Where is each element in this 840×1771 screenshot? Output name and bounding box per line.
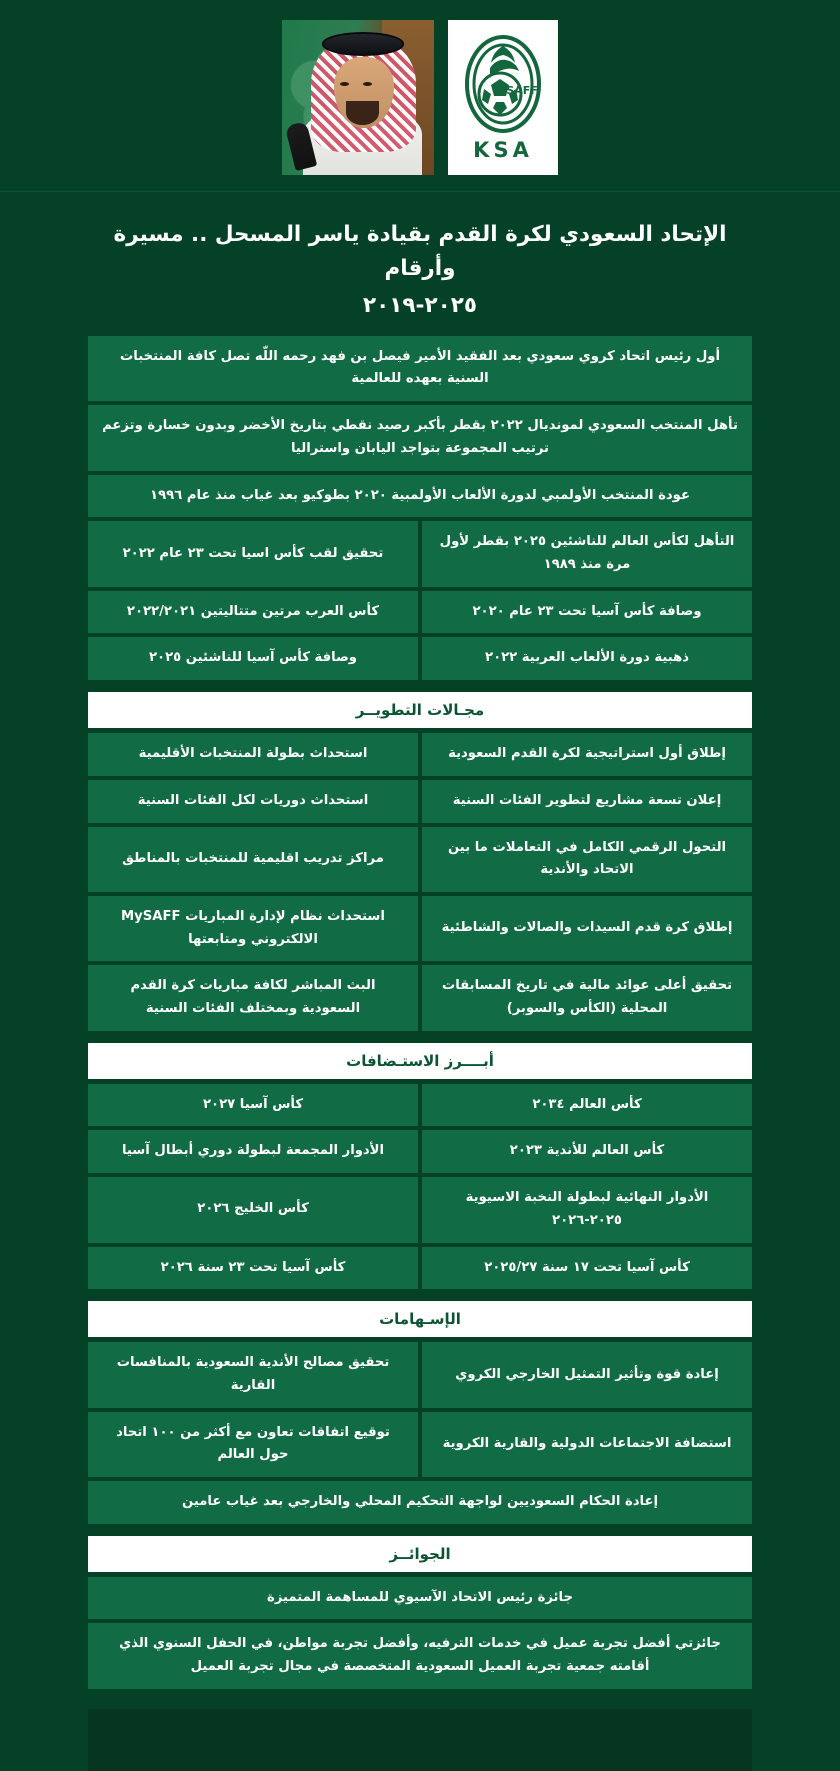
footer-spacer xyxy=(0,1693,840,1709)
achievement-cell-left: تحقيق لقب كأس اسيا تحت ٢٣ عام ٢٠٢٢ xyxy=(88,521,418,586)
award-row xyxy=(88,1623,752,1688)
hosting-cell-left: كأس آسيا تحت ٢٣ سنة ٢٠٢٦ xyxy=(88,1247,418,1290)
contribution-cell-left: تحقيق مصالح الأندية السعودية بالمنافسات القارية xyxy=(88,1342,418,1407)
contribution-cell-left: توقيع اتفاقات تعاون مع أكثر من ١٠٠ اتحاد حول العالم xyxy=(88,1412,418,1477)
hosting-cell-left: كأس آسيا ٢٠٢٧ xyxy=(88,1084,418,1127)
hosting-cell-right: الأدوار النهائية لبطولة النخبة الاسيوية ٢٠٢٥-٢٠٢٦ xyxy=(422,1177,752,1242)
hosting-cell-right: كأس العالم ٢٠٣٤ xyxy=(422,1084,752,1127)
intro-text: عودة المنتخب الأولمبي لدورة الألعاب الأولمبية ٢٠٢٠ بطوكيو بعد غياب منذ عام ١٩٩٦ xyxy=(88,475,752,518)
contribution-cell-right: إعادة قوة وتأثير التمثيل الخارجي الكروي xyxy=(422,1342,752,1407)
page-title xyxy=(0,192,840,336)
contribution-row xyxy=(88,1342,752,1407)
achievement-cell-right: التأهل لكأس العالم للناشئين ٢٠٢٥ بقطر لأول مرة منذ ١٩٨٩ xyxy=(422,521,752,586)
saff-ksa-logo xyxy=(448,20,558,175)
hosting-row xyxy=(88,1084,752,1127)
award-row xyxy=(88,1577,752,1620)
achievement-cell-right: وصافة كأس آسيا تحت ٢٣ عام ٢٠٢٠ xyxy=(422,591,752,634)
development-cell-left: استحداث دوريات لكل الفئات السنية xyxy=(88,780,418,823)
development-cell-right: التحول الرقمي الكامل في التعاملات ما بين الاتحاد والأندية xyxy=(422,827,752,892)
page-header xyxy=(0,0,840,192)
footer-block xyxy=(88,1709,752,1771)
development-cell-right: إطلاق أول استراتيجية لكرة القدم السعودية xyxy=(422,733,752,776)
development-row xyxy=(88,827,752,892)
title-years: ٢٠٢٥-٢٠١٩ xyxy=(363,292,477,318)
development-cell-right: إعلان تسعة مشاريع لتطوير الفئات السنية xyxy=(422,780,752,823)
development-row xyxy=(88,780,752,823)
logo-country-code: KSA xyxy=(473,137,533,162)
development-cell-left: البث المباشر لكافة مباريات كرة القدم السعودية وبمختلف الفئات السنية xyxy=(88,965,418,1030)
infographic-content xyxy=(88,336,752,1689)
achievement-cell-left: وصافة كأس آسيا للناشئين ٢٠٢٥ xyxy=(88,637,418,680)
intro-row xyxy=(88,405,752,470)
award-cell-full: جائزتي أفضل تجربة عميل في خدمات الترفيه، وأفضل تجربة مواطن، في الحفل السنوي الذي أقامته جمعية تجربة العميل السعودية المتخصصة في مجال تجربة العميل xyxy=(88,1623,752,1688)
achievement-cell-left: كأس العرب مرتين متتاليتين ٢٠٢٢/٢٠٢١ xyxy=(88,591,418,634)
hosting-cell-left: الأدوار المجمعة لبطولة دوري أبطال آسيا xyxy=(88,1130,418,1173)
hosting-row xyxy=(88,1130,752,1173)
portrait-agal xyxy=(322,32,404,55)
development-row xyxy=(88,965,752,1030)
intro-text: تأهل المنتخب السعودي لمونديال ٢٠٢٢ بقطر بأكبر رصيد نقطي بتاريخ الأخضر وبدون خسارة وتزعم ترتيب المجموعة بتواجد اليابان واستراليا xyxy=(88,405,752,470)
contribution-cell-right: استضافة الاجتماعات الدولية والقارية الكروية xyxy=(422,1412,752,1477)
achievement-row xyxy=(88,637,752,680)
development-cell-left: استحداث نظام لإدارة المباريات MySAFF الالكتروني ومتابعتها xyxy=(88,896,418,961)
development-cell-left: مراكز تدريب اقليمية للمنتخبات بالمناطق xyxy=(88,827,418,892)
section-header-hosting: أبــــرز الاستـضافات xyxy=(88,1043,752,1079)
svg-text:SAFF: SAFF xyxy=(506,83,538,97)
development-cell-right: إطلاق كرة قدم السيدات والصالات والشاطئية xyxy=(422,896,752,961)
contribution-cell-full: إعادة الحكام السعوديين لواجهة التحكيم المحلي والخارجي بعد غياب عامين xyxy=(88,1481,752,1524)
achievement-row xyxy=(88,591,752,634)
intro-row xyxy=(88,475,752,518)
hosting-row xyxy=(88,1177,752,1242)
portrait-eye-left xyxy=(340,82,349,86)
development-row xyxy=(88,733,752,776)
hosting-cell-right: كأس العالم للأندية ٢٠٢٣ xyxy=(422,1130,752,1173)
portrait-eye-right xyxy=(363,82,372,86)
achievement-row xyxy=(88,521,752,586)
section-header-contributions: الإسـهامات xyxy=(88,1301,752,1337)
intro-row xyxy=(88,336,752,401)
development-row xyxy=(88,896,752,961)
award-cell-full: جائزة رئيس الاتحاد الآسيوي للمساهمة المتميزة xyxy=(88,1577,752,1620)
section-header-awards: الجوائــز xyxy=(88,1536,752,1572)
development-cell-right: تحقيق أعلى عوائد مالية في تاريخ المسابقات المحلية (الكأس والسوبر) xyxy=(422,965,752,1030)
hosting-cell-left: كأس الخليج ٢٠٢٦ xyxy=(88,1177,418,1242)
achievement-cell-right: ذهبية دورة الألعاب العربية ٢٠٢٢ xyxy=(422,637,752,680)
president-portrait xyxy=(282,20,434,175)
intro-text: أول رئيس اتحاد كروي سعودي بعد الفقيد الأمير فيصل بن فهد رحمه اللّه تصل كافة المنتخبات السنية بعهده للعالمية xyxy=(88,336,752,401)
contribution-row xyxy=(88,1412,752,1477)
title-main-text: الإتحاد السعودي لكرة القدم بقيادة ياسر المسحل .. مسيرة وأرقام xyxy=(113,222,727,282)
hosting-cell-right: كأس آسيا تحت ١٧ سنة ٢٠٢٥/٢٧ xyxy=(422,1247,752,1290)
hosting-row xyxy=(88,1247,752,1290)
development-cell-left: استحداث بطولة المنتخبات الأقليمية xyxy=(88,733,418,776)
contribution-row xyxy=(88,1481,752,1524)
section-header-development: مجـالات التطويــر xyxy=(88,692,752,728)
saff-crest-icon xyxy=(460,32,546,136)
